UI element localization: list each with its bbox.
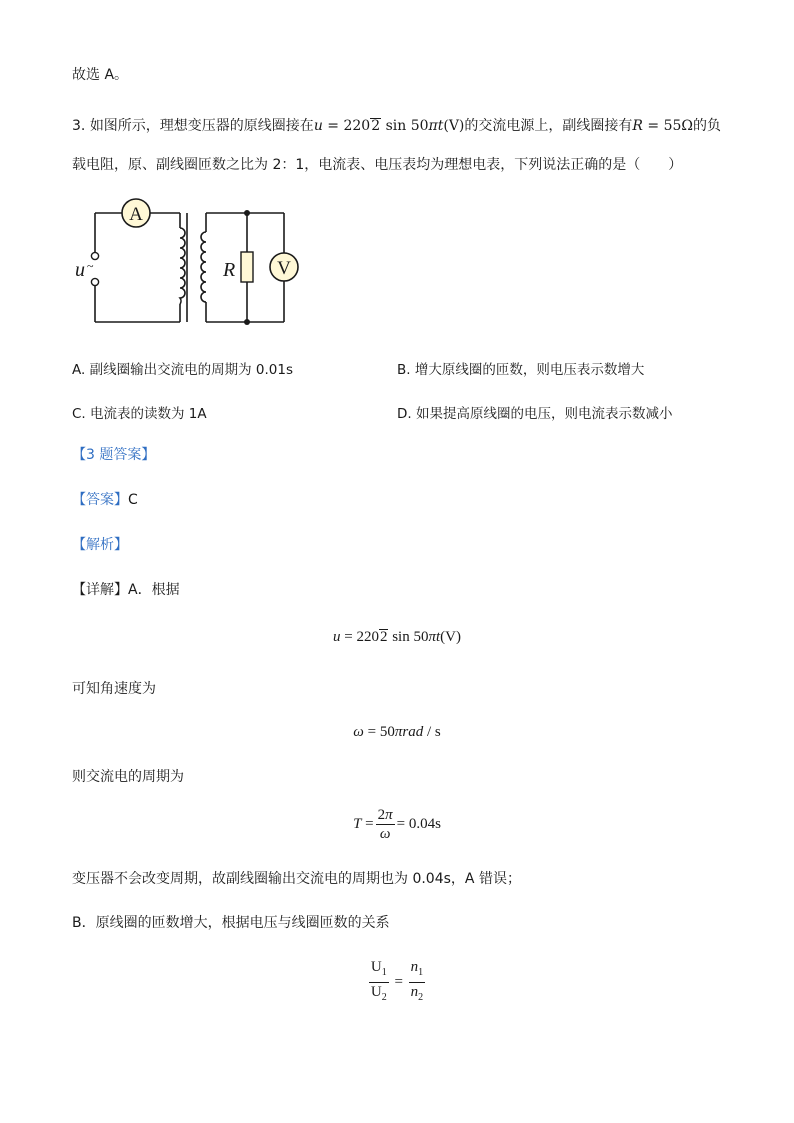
previous-answer-text: 故选 A。 bbox=[72, 67, 129, 83]
detail-line bbox=[72, 581, 180, 599]
option-d bbox=[397, 402, 672, 422]
text-angular-velocity: 可知角速度为 bbox=[72, 681, 156, 697]
question-text-a: 如图所示，理想变压器的原线圈接在 bbox=[89, 118, 314, 134]
option-c bbox=[72, 402, 207, 422]
resistor-label: R bbox=[223, 259, 236, 281]
source-label: u bbox=[75, 259, 85, 281]
option-c-text: 电流表的读数为 1A bbox=[90, 406, 207, 422]
answer-section-title: 【3 题答案】 bbox=[72, 447, 156, 463]
question-text-b: 的交流电源上，副线圈接有 bbox=[464, 118, 633, 134]
option-b-text: 增大原线圈的匝数，则电压表示数增大 bbox=[414, 362, 645, 378]
formula-u: u = 2202 sin 50πt(V) bbox=[333, 629, 461, 645]
option-c-label: C. bbox=[72, 406, 86, 422]
option-b-label: B. bbox=[397, 362, 411, 378]
conclusion-a: 变压器不会改变周期，故副线圈输出交流电的周期也为 0.04s，A 错误； bbox=[72, 871, 521, 887]
formula-ratio: $\frac{U_1}{U_2}$ = $\frac{n_1}{n_2}$ bbox=[370, 959, 424, 1003]
answer-line bbox=[72, 491, 138, 509]
formula-omega: ω = 50πrad / s bbox=[353, 724, 441, 740]
option-a-label: A. bbox=[72, 362, 86, 378]
analysis-title: 【解析】 bbox=[72, 537, 128, 553]
detail-intro: A．根据 bbox=[128, 582, 180, 598]
resistor-icon bbox=[241, 252, 253, 282]
source-terminal-bottom bbox=[91, 278, 98, 285]
source-symbol: ~ bbox=[87, 259, 94, 273]
option-d-text: 如果提高原线圈的电压，则电流表示数减小 bbox=[415, 406, 673, 422]
option-d-label: D. bbox=[397, 406, 412, 422]
question-line-2: 载电阻，原、副线圈匝数之比为 2：1，电流表、电压表均为理想电表，下列说法正确的是（ ） bbox=[72, 157, 683, 173]
ammeter-label: A bbox=[129, 204, 143, 225]
answer-label: 【答案】 bbox=[72, 492, 128, 508]
answer-value: C bbox=[128, 492, 138, 508]
question-text-c: 的负 bbox=[693, 118, 722, 134]
question-formula: u = 2202 sin 50πt(V) bbox=[313, 118, 465, 134]
question-number: 3. bbox=[72, 118, 86, 134]
voltmeter-label: V bbox=[277, 258, 291, 279]
junction-dot-top bbox=[244, 210, 250, 216]
question-line-1 bbox=[72, 117, 721, 135]
detail-label: 【详解】 bbox=[72, 582, 128, 598]
circuit-diagram bbox=[70, 196, 310, 332]
option-b bbox=[397, 358, 644, 378]
text-b: B．原线圈的匝数增大，根据电压与线圈匝数的关系 bbox=[72, 915, 390, 931]
formula-period: T = $\frac{2\pi}{\omega}$ = 0.04s bbox=[353, 807, 441, 842]
text-period: 则交流电的周期为 bbox=[72, 769, 184, 785]
question-resistance: R = 55Ω bbox=[632, 118, 694, 134]
junction-dot-bottom bbox=[244, 319, 250, 325]
option-a-text: 副线圈输出交流电的周期为 0.01s bbox=[89, 362, 293, 378]
option-a bbox=[72, 358, 293, 378]
